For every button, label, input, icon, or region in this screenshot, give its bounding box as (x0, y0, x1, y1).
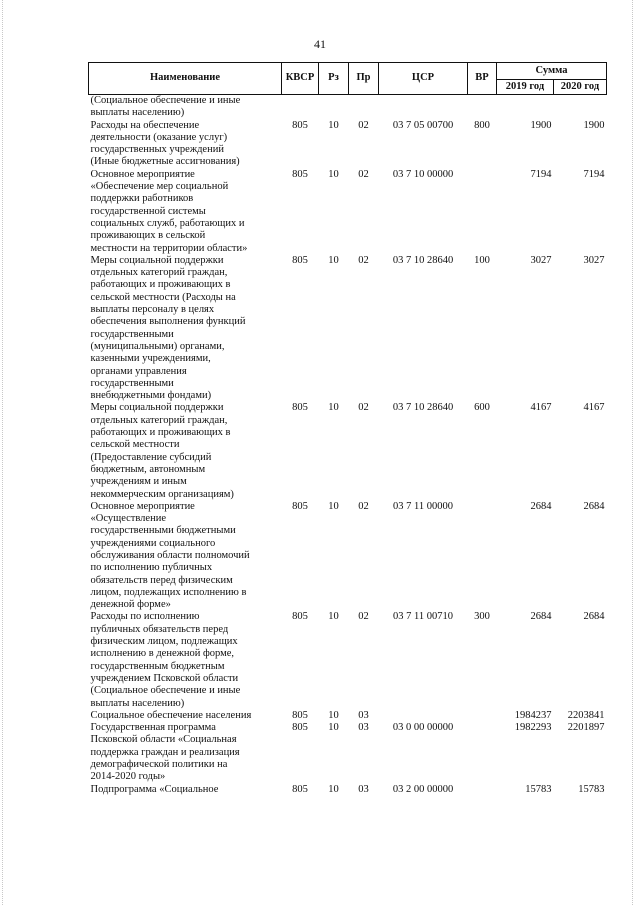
cell-y2020: 1900 (583, 119, 605, 131)
table-row (89, 120, 607, 169)
cell-csr: 03 7 05 00700 (392, 119, 454, 131)
cell-pr: 03 (358, 783, 369, 795)
cell-kvsr: 805 (292, 611, 308, 623)
table-row (89, 611, 607, 709)
cell-y2019: 7194 (530, 168, 552, 180)
cell-rz: 10 (328, 783, 339, 795)
header-sum: Сумма (497, 63, 607, 80)
table-row (89, 95, 607, 120)
cell-y2019: 2684 (530, 611, 552, 623)
cell-y2020: 7194 (583, 168, 605, 180)
table-row (89, 722, 607, 783)
cell-csr: 03 7 10 00000 (392, 168, 454, 180)
cell-csr: 03 0 00 00000 (392, 722, 454, 734)
cell-kvsr: 805 (292, 119, 308, 131)
cell-csr: 03 7 10 28640 (392, 402, 454, 414)
cell-pr (349, 95, 379, 120)
cell-kvsr: 805 (292, 783, 308, 795)
cell-y2019: 1900 (530, 119, 552, 131)
table-row (89, 501, 607, 612)
cell-vr: 300 (474, 611, 490, 623)
header-csr: ЦСР (379, 63, 468, 95)
cell-rz: 10 (328, 722, 339, 734)
cell-kvsr: 805 (292, 709, 308, 721)
cell-vr (468, 501, 497, 612)
cell-csr: 03 7 10 28640 (392, 254, 454, 266)
cell-pr: 03 (358, 709, 369, 721)
cell-name: Подпрограмма «Социальное (90, 783, 219, 795)
cell-y2020: 3027 (583, 254, 605, 266)
cell-kvsr: 805 (292, 500, 308, 512)
cell-name: Основное мероприятие «Обеспечение мер социальной поддержки работников государственной системы социальных служб, работающих и проживающих в сельской местности на территории области» (90, 168, 248, 254)
cell-y2019: 1984237 (514, 709, 552, 721)
table-row (89, 784, 607, 796)
table-row (89, 710, 607, 722)
cell-y2019: 15783 (525, 783, 552, 795)
header-pr: Пр (349, 63, 379, 95)
cell-y2020: 2203841 (567, 709, 605, 721)
page-number: 41 (314, 37, 326, 51)
cell-kvsr: 805 (292, 402, 308, 414)
scan-margin-left (2, 0, 4, 905)
header-name: Наименование (89, 63, 282, 95)
cell-name: Меры социальной поддержки отдельных категорий граждан, работающих и проживающих в сельской местности (Расходы на выплаты персоналу в целях обеспечения выполнения функций государственными (муниципальными) органами, казенными учреждениями, органами управления государственными внебюджетными фондами) (90, 254, 246, 402)
cell-name: (Социальное обеспечение и иные выплаты населению) (90, 95, 241, 119)
cell-y2020: 2201897 (567, 722, 605, 734)
table-row (89, 402, 607, 500)
header-2019: 2019 год (497, 80, 554, 95)
cell-pr: 02 (358, 611, 369, 623)
header-2020: 2020 год (554, 80, 607, 95)
table-row (89, 255, 607, 403)
cell-vr (468, 95, 497, 120)
header-kvsr: КВСР (282, 63, 319, 95)
cell-rz: 10 (328, 709, 339, 721)
cell-rz: 10 (328, 500, 339, 512)
cell-csr (379, 710, 468, 722)
cell-kvsr: 805 (292, 722, 308, 734)
cell-pr: 02 (358, 254, 369, 266)
cell-rz (319, 95, 349, 120)
cell-csr: 03 2 00 00000 (392, 783, 454, 795)
cell-y2020 (554, 95, 607, 120)
header-rz: Рз (319, 63, 349, 95)
cell-vr: 600 (474, 402, 490, 414)
cell-vr (468, 722, 497, 783)
cell-y2020: 15783 (578, 783, 605, 795)
table-row (89, 169, 607, 255)
cell-vr: 800 (474, 119, 490, 131)
cell-y2019: 1982293 (514, 722, 552, 734)
cell-name: Основное мероприятие «Осуществление государственными бюджетными учреждениями социального обслуживания области полномочий по исполнению публичных обязательств перед физическим лицом, подлежащих исполнению в денежной форме» (90, 500, 250, 611)
cell-y2020: 4167 (583, 402, 605, 414)
cell-vr (468, 169, 497, 255)
cell-pr: 02 (358, 168, 369, 180)
cell-csr (379, 95, 468, 120)
cell-vr (468, 710, 497, 722)
cell-pr: 03 (358, 722, 369, 734)
cell-vr (468, 784, 497, 796)
scan-margin-right (632, 0, 634, 905)
cell-pr: 02 (358, 119, 369, 131)
cell-name: Расходы по исполнению публичных обязательств перед физическим лицом, подлежащих исполнению в денежной форме, государственным бюджетным учреждением Псковской области (Социальное обеспечение и иные выплаты населению) (90, 611, 241, 709)
cell-rz: 10 (328, 611, 339, 623)
cell-pr: 02 (358, 500, 369, 512)
budget-table (88, 62, 607, 796)
cell-name: Государственная программа Псковской области «Социальная поддержка граждан и реализация демографической политики на 2014-2020 годы» (90, 722, 240, 783)
cell-csr: 03 7 11 00710 (393, 611, 453, 623)
cell-kvsr (282, 95, 319, 120)
cell-pr: 02 (358, 402, 369, 414)
cell-y2019: 3027 (530, 254, 552, 266)
cell-name: Меры социальной поддержки отдельных категорий граждан, работающих и проживающих в сельской местности (Предоставление субсидий бюджетным, автономным учреждениям и иным некоммерческим организациям) (90, 402, 234, 500)
cell-csr: 03 7 11 00000 (393, 500, 453, 512)
cell-name: Социальное обеспечение населения (90, 709, 252, 721)
cell-y2019 (497, 95, 554, 120)
cell-rz: 10 (328, 402, 339, 414)
cell-y2020: 2684 (583, 611, 605, 623)
cell-rz: 10 (328, 168, 339, 180)
cell-rz: 10 (328, 254, 339, 266)
cell-kvsr: 805 (292, 254, 308, 266)
cell-name: Расходы на обеспечение деятельности (оказание услуг) государственных учреждений (Иные бюджетные ассигнования) (90, 119, 240, 168)
cell-y2019: 2684 (530, 500, 552, 512)
cell-y2020: 2684 (583, 500, 605, 512)
cell-y2019: 4167 (530, 402, 552, 414)
cell-vr: 100 (474, 254, 490, 266)
header-vr: ВР (468, 63, 497, 95)
table-body (89, 95, 607, 796)
cell-kvsr: 805 (292, 168, 308, 180)
cell-rz: 10 (328, 119, 339, 131)
